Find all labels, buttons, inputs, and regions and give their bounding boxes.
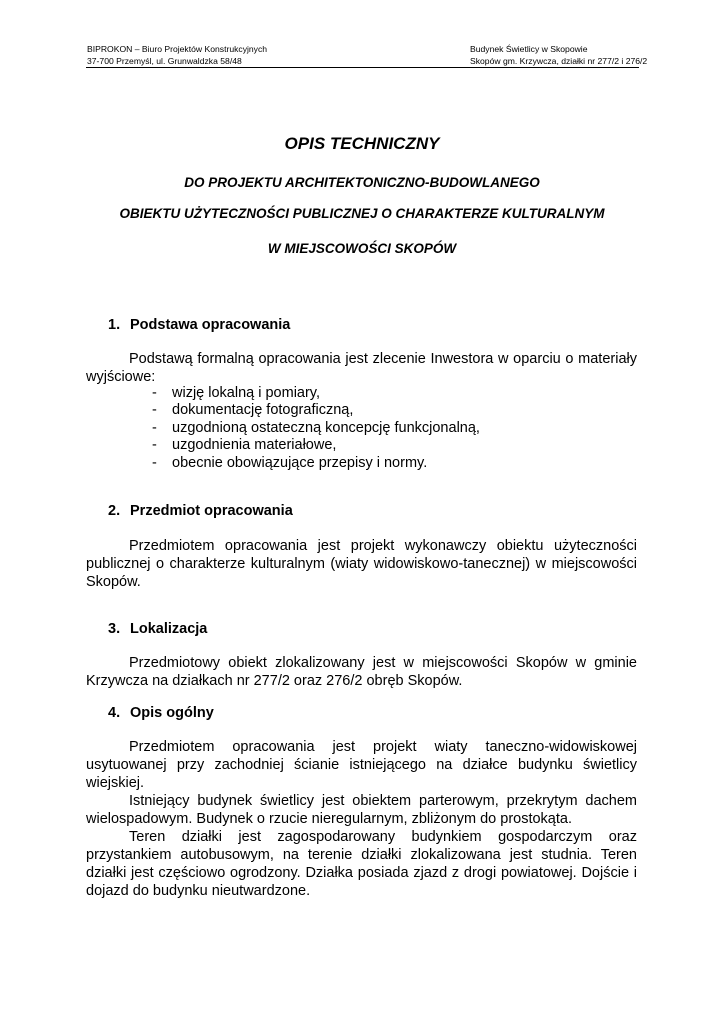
section-4-heading [108,705,214,721]
section-2-title: Przedmiot opracowania [130,503,293,519]
document-subtitle-2: OBIEKTU UŻYTECZNOŚCI PUBLICZNEJ O CHARAKTERZE KULTURALNYM [119,206,605,221]
paragraph: Przedmiotem opracowania jest projekt wiaty taneczno-widowiskowej usytuowanej przy zachodniej ścianie istniejącego na działce budynku świetlicy wiejskiej. [86,739,637,791]
section-2-heading [108,503,293,519]
section-3-number: 3. [108,621,121,637]
paragraph: Przedmiotowy obiekt zlokalizowany jest w miejscowości Skopów w gminie Krzywcza na działkach nr 277/2 oraz 276/2 obręb Skopów. [86,655,637,689]
list-item: - uzgodnienia materiałowe, [152,437,337,454]
list-item: - uzgodnioną ostateczną koncepcję funkcjonalną, [152,419,480,436]
header-project: Budynek Świetlicy w Skopowie [470,44,588,54]
section-3-body [86,654,637,690]
list-item: - wizję lokalną i pomiary, [152,385,321,401]
section-2-body [86,537,637,591]
section-1-number: 1. [108,317,121,333]
paragraph: Istniejący budynek świetlicy jest obiektem parterowym, przekrytym dachem wielospadowym. Budynek o rzucie nieregularnym, zbliżonym do prostokąta. [86,793,637,827]
paragraph: Przedmiotem opracowania jest projekt wykonawczy obiektu użyteczności publicznej o charakterze kulturalnym (wiaty widowiskowo-tanecznej) w miejscowości Skopów. [86,538,637,590]
section-1-heading [108,317,290,333]
section-4-title: Opis ogólny [130,705,214,721]
document-subtitle-3: W MIEJSCOWOŚCI SKOPÓW [267,241,457,256]
list-item: - dokumentację fotograficzną, [152,402,354,419]
section-4-number: 4. [108,705,121,721]
document-title: OPIS TECHNICZNY [284,134,440,153]
section-1-list [152,385,480,472]
header-divider [86,67,639,68]
paragraph: Podstawą formalną opracowania jest zlecenie Inwestora w oparciu o materiały wyjściowe: [86,351,637,385]
section-3-heading [108,621,207,637]
section-3-title: Lokalizacja [130,621,208,637]
paragraph: Teren działki jest zagospodarowany budynkiem gospodarczym oraz przystankiem autobusowym, na terenie działki zlokalizowana jest studnia. Teren działki jest częściowo ogrodzony. Działka posiada zjazd z drogi powiatowej. Dojście i dojazd do budynku nieutwardzone. [86,829,637,899]
section-4-body [86,738,637,900]
header-location: Skopów gm. Krzywcza, działki nr 277/2 i 276/2 [470,56,648,66]
header-address: 37-700 Przemyśl, ul. Grunwaldzka 58/48 [87,56,242,66]
section-1-body [86,350,637,386]
header-left [87,43,267,67]
list-item: - obecnie obowiązujące przepisy i normy. [152,454,428,471]
header-company: BIPROKON – Biuro Projektów Konstrukcyjnych [87,44,268,54]
document-subtitle-1: DO PROJEKTU ARCHITEKTONICZNO-BUDOWLANEGO [184,175,540,190]
section-1-title: Podstawa opracowania [130,317,291,333]
section-2-number: 2. [108,503,121,519]
header-right [470,43,647,67]
